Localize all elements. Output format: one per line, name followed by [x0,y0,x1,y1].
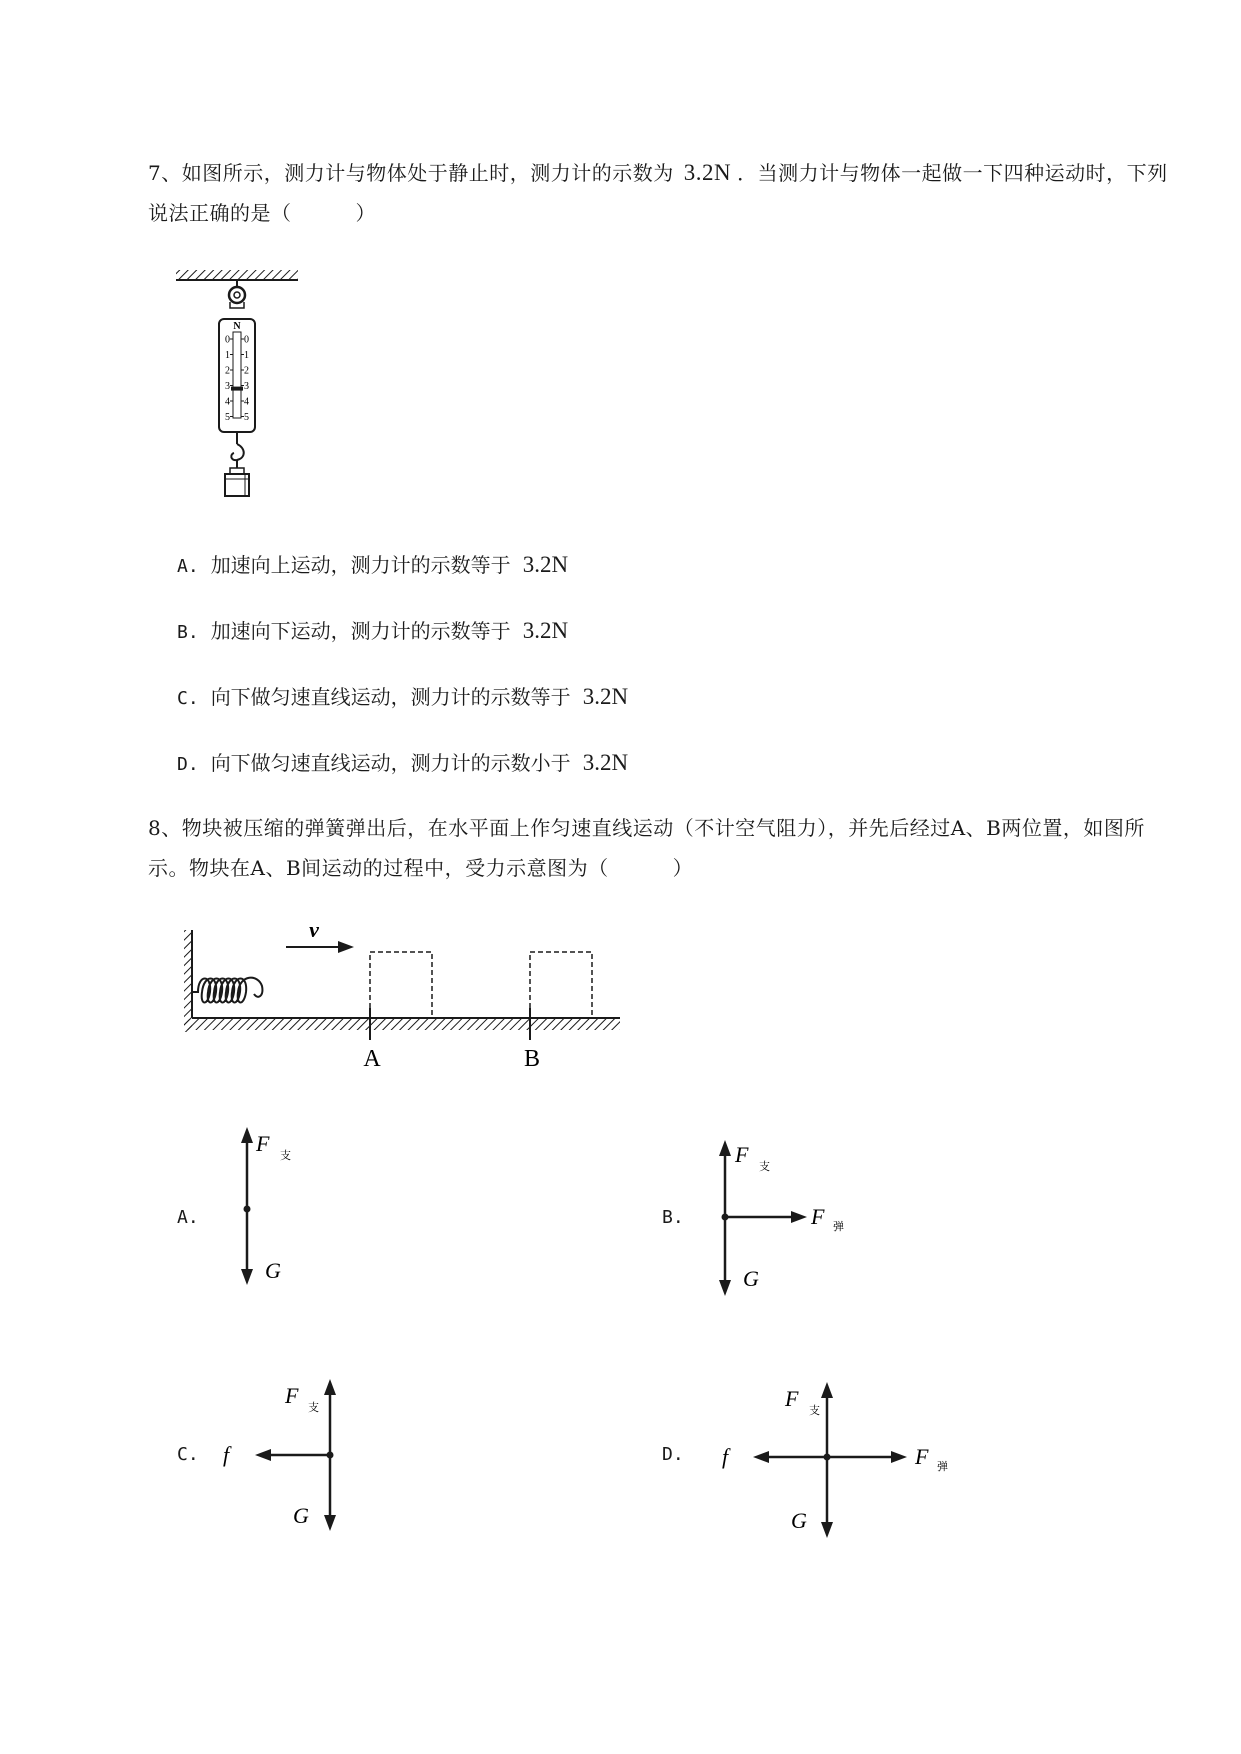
arrow-right-icon [791,1211,807,1223]
floor [184,1018,620,1030]
force-elastic-sub: 弹 [937,1461,948,1473]
force-gravity-label: G [743,1266,759,1291]
spring-scale-figure [170,262,310,512]
force-support-label: F [256,1131,270,1156]
arrow-up-icon [719,1140,731,1156]
q7-option-d[interactable]: D. 向下做匀速直线运动，测力计的示数小于 3.2N [177,750,629,775]
scale-unit-label: N [233,321,241,332]
center-point [824,1454,831,1461]
question-7-stem-part1: 如图所示，测力计与物体处于静止时，测力计的示数为 [181,161,674,185]
force-support-sub: 支 [280,1150,291,1162]
scale-slot [233,332,241,418]
wall [184,930,192,1032]
force-elastic-label: F [811,1204,825,1229]
force-support-sub: 支 [809,1405,820,1417]
velocity-arrow-icon [286,941,354,953]
scale-tick-label: 2 [244,365,249,377]
question-8-number: 8、 [148,816,182,840]
q8-option-a-diagram[interactable] [220,1125,320,1290]
scale-tick-label: 1 [244,350,249,361]
spring-block-figure [178,920,628,1080]
force-support-sub: 支 [759,1161,770,1173]
scale-tick-label: 0 [244,334,249,346]
scale-ring-icon [229,280,245,308]
scale-hook-icon [231,432,243,468]
velocity-label: v [309,920,319,942]
point-b-label: B [523,1046,541,1072]
scale-tick-label: 3 [225,381,230,392]
force-gravity-label: G [791,1508,807,1533]
scale-tick-label: 5 [225,412,230,423]
q8-option-b-label[interactable]: B. [662,1207,684,1228]
question-7-text [148,153,1168,233]
arrow-left-icon [753,1451,769,1463]
scale-tick-label: 4 [244,396,249,408]
arrow-down-icon [719,1280,731,1296]
scale-tick-label: 2 [225,365,230,377]
force-support-label: F [285,1383,299,1408]
block-at-a [370,952,432,1018]
center-point [722,1214,729,1221]
scale-pointer [231,387,243,391]
force-support-label: F [785,1386,799,1411]
force-friction-label: f [223,1442,230,1467]
force-gravity-label: G [265,1258,281,1283]
q8-option-b-diagram[interactable] [705,1138,865,1298]
q8-option-a-label[interactable]: A. [177,1207,199,1228]
q7-option-c[interactable]: C. 向下做匀速直线运动，测力计的示数等于 3.2N [177,684,629,709]
arrow-up-icon [241,1127,253,1143]
question-7-number: 7、 [148,161,182,185]
center-point [327,1452,334,1459]
ceiling-hatch [176,270,298,280]
question-8-stem: 物块被压缩的弹簧弹出后，在水平面上作匀速直线运动（不计空气阻力），并先后经过A、B两位置，如图所示。物块在A、B间运动的过程中，受力示意图为（ [148,816,1145,880]
question-8-text [148,808,1168,888]
question-7-stem-part2: ．当测力计与物体一起做一下四种运动时，下列说法正确的是（ [148,161,1168,225]
q7-option-b[interactable]: B. 加速向下运动，测力计的示数等于 3.2N [177,618,569,643]
force-elastic-sub: 弹 [833,1221,844,1233]
weight-block [225,468,249,496]
arrow-down-icon [241,1269,253,1285]
question-7-close-paren: ） [355,201,376,225]
scale-tick-label: 3 [244,381,249,392]
question-8-close-paren: ） [672,856,694,880]
question-7-value: 3.2N [683,160,732,185]
arrow-up-icon [324,1379,336,1395]
force-support-sub: 支 [308,1402,319,1414]
scale-tick-label: 0 [225,334,230,346]
force-friction-label: f [722,1444,729,1469]
arrow-down-icon [324,1515,336,1531]
q7-option-a[interactable]: A. 加速向上运动，测力计的示数等于 3.2N [177,552,569,577]
q8-option-d-diagram[interactable] [715,1378,975,1538]
arrow-up-icon [821,1382,833,1398]
scale-tick-label: 4 [225,396,230,408]
arrow-left-icon [255,1449,271,1461]
q8-option-d-label[interactable]: D. [662,1444,684,1465]
force-support-label: F [735,1142,749,1167]
force-elastic-label: F [915,1444,929,1469]
center-point [244,1206,251,1213]
force-gravity-label: G [293,1503,309,1528]
point-a-label: A [363,1046,381,1072]
scale-tick-label: 5 [244,412,249,423]
arrow-right-icon [891,1451,907,1463]
block-at-b [530,952,592,1018]
q8-option-c-diagram[interactable] [215,1375,355,1535]
scale-tick-label: 1 [225,350,230,361]
arrow-down-icon [821,1522,833,1538]
spring-coil-icon [192,978,262,1003]
q8-option-c-label[interactable]: C. [177,1444,199,1465]
